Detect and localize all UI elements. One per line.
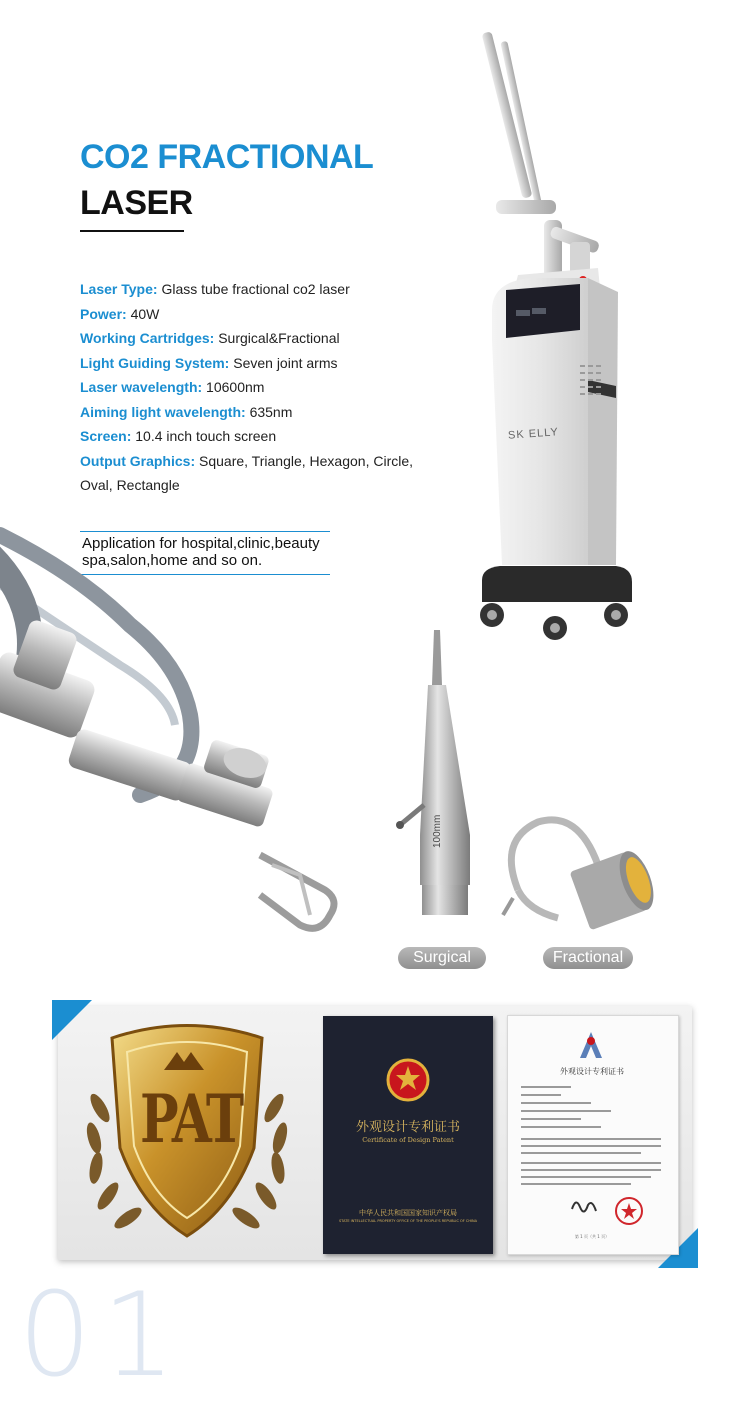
patent-badge-text: PAT (140, 1080, 242, 1158)
fractional-handpiece-image (498, 810, 673, 950)
official-seal-icon (614, 1196, 644, 1226)
spec-value: 40W (130, 305, 160, 322)
spec-key: Output Graphics: (80, 452, 196, 469)
section-number-watermark: 01 (18, 1268, 186, 1403)
spec-row (80, 400, 430, 425)
paper-page-number: 第 1 页（共 1 页） (574, 1234, 610, 1239)
national-emblem-icon (386, 1058, 430, 1102)
application-text: Application for hospital,clinic,beauty spa,salon,home and so on. (82, 535, 320, 569)
spec-value: 10.4 inch touch screen (135, 428, 277, 444)
machine-brand-label: SK ELLY (507, 426, 560, 442)
spec-row (80, 424, 430, 449)
book-issuer: 中华人民共和国国家知识产权局 (359, 1209, 457, 1217)
surgical-handpiece-image (390, 625, 510, 925)
handpiece-arm-image (0, 515, 360, 955)
laser-machine-image (420, 20, 680, 650)
surgical-label: Surgical (398, 947, 486, 969)
spec-value: Glass tube fractional co2 laser (161, 281, 350, 297)
signature-icon (570, 1195, 600, 1217)
spec-list (80, 277, 430, 498)
handpiece-marking: 100mm (432, 814, 443, 848)
page-title-line1: CO2 FRACTIONAL (80, 138, 374, 176)
spec-row (80, 326, 430, 351)
title-underline (80, 230, 184, 232)
spec-key: Power: (80, 305, 127, 322)
spec-key: Laser Type: (80, 281, 158, 297)
spec-value: 635nm (249, 403, 293, 420)
book-subtitle: Certificate of Design Patent (362, 1136, 454, 1144)
paper-title: 外观设计专利证书 (560, 1067, 624, 1076)
spec-row (80, 375, 430, 400)
spec-key: Aiming light wavelength: (80, 403, 246, 420)
spec-row (80, 302, 430, 327)
spec-row (80, 449, 430, 498)
spec-key: Laser wavelength: (80, 379, 203, 395)
spec-value: Seven joint arms (233, 354, 338, 371)
spec-key: Working Cartridges: (80, 330, 215, 346)
spec-value: 10600nm (206, 379, 265, 395)
patent-office-logo-icon (578, 1030, 604, 1060)
spec-row (80, 277, 430, 302)
spec-key: Light Guiding System: (80, 354, 230, 371)
spec-value: Square, Triangle, Hexagon, Circle, Oval, Rectangle (80, 452, 414, 493)
book-title: 外观设计专利证书 (355, 1120, 460, 1135)
book-issuer-en: STATE INTELLECTUAL PROPERTY OFFICE OF THE PEOPLE'S REPUBLIC OF CHINA (338, 1219, 478, 1223)
spec-key: Screen: (80, 428, 132, 444)
spec-row (80, 351, 430, 376)
page-title-line2: LASER (80, 184, 193, 222)
spec-value: Surgical&Fractional (218, 330, 340, 346)
fractional-label: Fractional (543, 947, 633, 969)
